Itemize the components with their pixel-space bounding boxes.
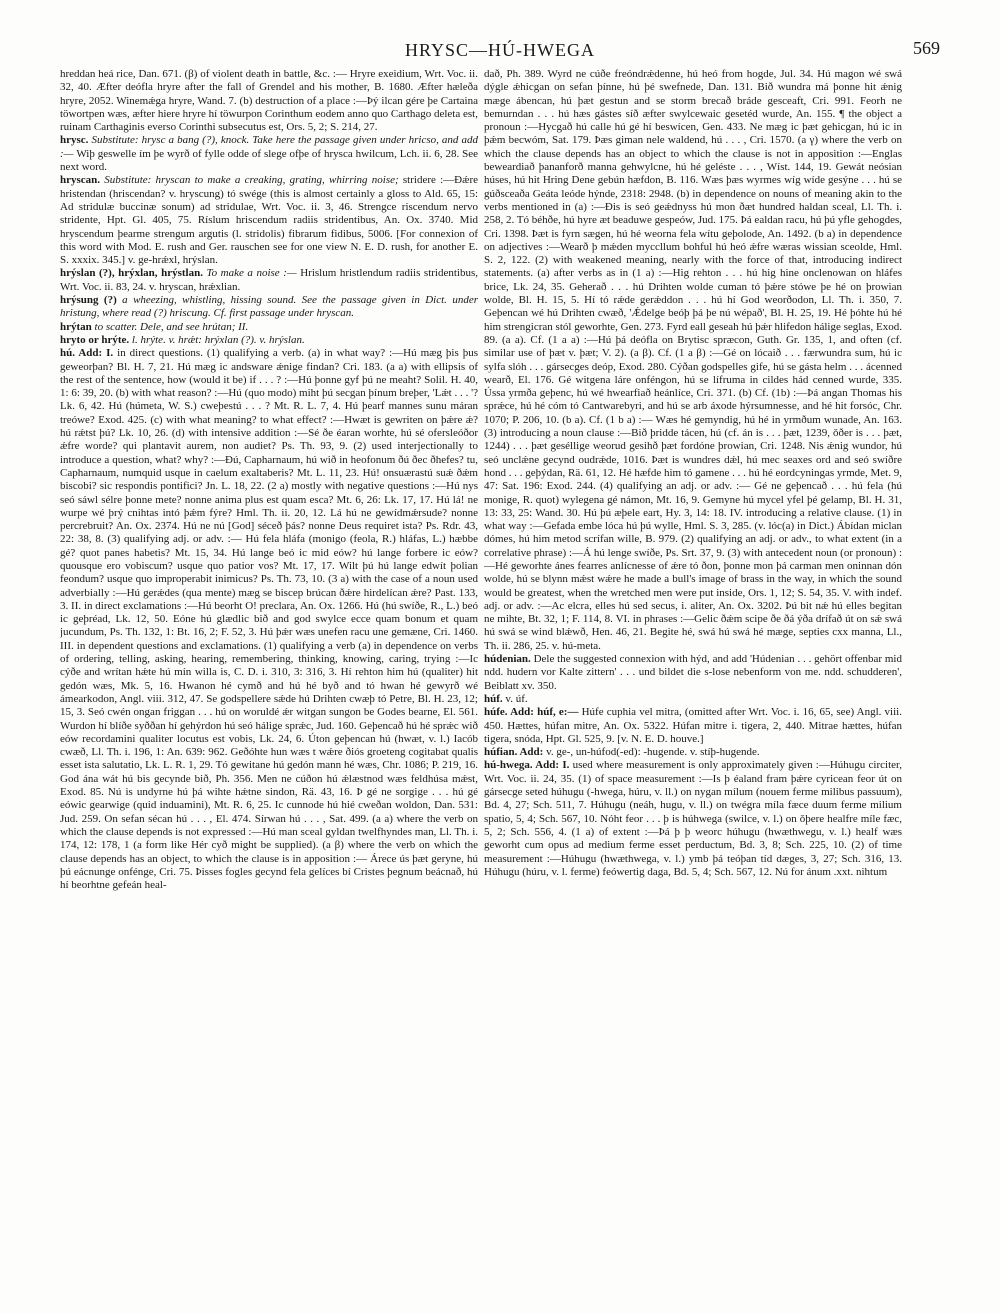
entry-body: in direct questions. (1) qualifying a verb. (a) in what way? :—Hú mæg þis þus geweorþan? Bl. H. 7, 21. Hú mæg ic andsware ǽnige findan? Cri. 183. (a a) with ellipsis of the rest of the sentence, how (would it be) if . . . ? :—Hú þonne gyf þú ne meaht? Solil. H. 40, 1: 6: 39, 20. (b) with what reason? :—Hú (quo modo) miht þú secgan þínum breþer, 'Lǽt . . . '? Lk. 6, 42. Hú (húmeta, W. S.) cweþestú . . . ? Mt. R. L. 7, 4. Hú þearf mannes sunu máran treówe? Exod. 425. (c) with what meaning? to what effect? :—Hwæt is gewriten on þǽre ǽ? hú rǽtst þú? Lk. 10, 26. (d) with intensive addition :—Sé ðe éaran worhte, hú sé ofersleóðor ǽfre worde? qui plantavit aurem, non audiet? Ps. Th. 93, 9. (2) used interjectionally to introduce a question, what? why? :—Ðú, Capharnaum, hú wið in heofonum ðú ðec ðhefes? tu, Capharnaum, numquid usque in caelum exaltaberis? Mt. L. 11, 23. Hú! onsuærastú suǽ ðǽm biscobi? sic respondis pontifici? Jn. L. 18, 22. (2 a) mostly with negative questions :—Hú nys seó sáwl sélre þonne mete? nonne anima plus est quam esca? Mt. 6, 26: Lk. 17, 17. Hú lá! ne wurpe wé þrý cnihtas intó þǽm fýre? Hml. Th. ii. 20, 12. Lá hú ne gewídmǽrsude? nonne percrebruit? An. Ox. 2374. Hú ne nú [God] séceð þás? nonne Deus requiret ista? Ps. Rdr. 43, 22: 38, 8. (3) qualifying adj. or adv. :— Hú fela hláfa (monigo (feola, R.) hláfas, L.) hæbbe gé? quot panes habetis? Mt. 15, 34. Hú lange beó ic mid eów? hú lange forbere ic eów? quousque ero vobiscum? usque quo patior vos? Mt. 17, 17. Wilt þú hú lange edwít þolian feondum? usque quo improperabit inimicus? Ps. Th. 73, 10. (3 a) with the case of a noun used adverbially :—Hú gerǽdes (qua mente) mæg se biscep brúcan ðǽre hirdelícan ǽre? Past. 133, 3. II. in direct exclamations :—Hú beorht O! preclara, An. Ox. 1266. Hú (hú swíðe, R., L.) beó ic geþréad, Lk. 12, 50. Eóne hú glædlic bið and god swylce ecce quam bonum et quam jucundum, Ps. Th. 132, 1: Bt. 16, 2; F. 52, 3. Hú þǽr wæs unefen racu une gemæne, Cri. 1460. III. in dependent questions and exclamations. (1) qualifying a verb (a) in dependence on verbs of ordering, telling, asking, hearing, remembering, thinking, knowing, caring, trying :—Ic cýðe and wrítan hǽte hú mín willa is, C. D. i. 310, 3: 316, 3. Hí rehton him hú (qualiter) hit gedón wæs, Mk. 5, 16. Hwanon hé cymð and hú hé byð and tó hwan hé gewyrð wé ámearkodon, Angl. viii. 312, 47. Se godspellere sǽde hú Drihten cwæþ tó Petre, Bl. H. 23, 12; 15, 3. Seó cwén ongan friggan . . . hú on woruldé ǽr witgan sungon be Godes bearne, El. 561. Wurdon hí blíðe syððan hí gehýrdon hú seó hálige sprǽc, Jud. 160. Geþencað hú hé sprǽc wið eów recordamini qualiter locutus est vobis, Lk. 24, 6. Úton geþencan hú (hwæt, v. l.) Iacób cwæð, Ll. Th. i. 196, 1: An. 639: 962. Geðóhte hun wæs t wǽre ðiós groeteng cogitabat qualis esset ista salutatio, Lk. L. R. 1, 29. Tó gewitane hú gedón mann hé wæs, Chr. 1086; P. 219, 16. God ána wát hú bis gecynde bið, Ph. 356. Men ne cúðon hú ǽlæstnod wæs feldhúsa mǽst, Exod. 85. Nú is undyrne hú þá wihte hǽtne sindon, Rä. 43, 16. Þ gé ne sorgige . . . hú gé eówic gearwige (quid induamini), Mt. R. 6, 25. Ic cunnode hú hié cweðan woldon, Dan. 531: Jud. 259. On sefan sécan hú . . . , El. 474. Sírwan hú . . . , Sat. 499. (a a) where the verb on which the clause depends is not expressed :—Hú man sceal gyldan twelfhyndes man, Ll. Th. i. 174, 12: 178, 1 (a form like Hér cyð might be supplied). (a β) where the verb on which the clause depends has an object, to which the clause is in apposition :— Árece ús þæt geryne, hú þú eácnunge onfénge, Cri. 75. Þisses fogles gecynd fela gelíces bí Cristes þegnum beácnað, hú hí beorhtne gefeán heal- (60, 347, 478, 892)
entry-tag: Add: (519, 746, 547, 759)
entry-definition: To make a noise :— (206, 267, 301, 280)
dictionary-entry (60, 334, 478, 347)
dictionary-entry (60, 294, 478, 321)
entry-headword: hryto or hrýte. (60, 333, 132, 346)
entry-body: stridere :—Ðǽre hristendan (hriscendan? v. hryscung) tó swége (this is almost certainly a gloss to Ald. 65, 15: Ad stridulæ buccinæ sonum) ad stridulae, Wrt. Voc. ii. 3, 46. Strengce riscendum nervo stridente, Hpt. Gl. 405, 75. Ríslum hriscendum radiis stridentibus, An. Ox. 3740. Mid hryscendum þearme strengum argutis (l. stridolis) fibrarum fidibus, 5006. [For connexion of this word with Mod. E. rush and Ger. rauschen see for one view N. E. D. rush, for another E. S. xxxix. 345.] v. ge-hrǽxl, hrýslan. (60, 174, 478, 267)
running-header-title: HRYSC—HÚ-HWEGA (404, 40, 595, 60)
entry-body: used where measurement is only approximately given :—Húhugu circiter, Wrt. Voc. ii. 24, 35. (1) of space measurement :—Is þ éaland fram þǽre cyricean feor út on gársecge seted húhugu (-hwega, húru, v. ll.) on nygan mílum (nouem ferme milibus passuum), Bd. 4, 27; Sch. 511, 7. Húhugu (neáh, hugu, v. ll.) on twégra míla fæce duum ferme milium spatio, 5, 4; Sch. 567, 10. Nóht feor . . . þ is húhwega (swilce, v. l.) on ǒþere healfre míle fæc, 5, 2; Sch. 556, 4. (1 a) of extent :—Þá þ þ weorc húhugu (hwæthwegu, v. l.) healf wæs geworht cum opus ad medium ferme esset perductum, Bd. 3, 8; Sch. 225, 10. (2) of time measurement :—Húhugu (hwæthwega, v. l.) ymb þá teóþan tíd dæges, 3, 27; Sch. 316, 13. Húhugu (húru, v. l. ferme) feówertig daga, Bd. 5, 4; Sch. 567, 12. Nú for ánum .xxt. nihtum (484, 759, 902, 878)
entry-headword: húf. (484, 692, 506, 705)
entry-headword: hrýsung (?) (60, 294, 123, 307)
entry-headword: hrysc. (60, 134, 92, 147)
left-column (60, 68, 478, 1288)
entry-headword: hú-hwega. (484, 759, 536, 772)
dictionary-entry (60, 174, 478, 267)
dictionary-entry (484, 746, 902, 759)
entry-body: v. úf. (505, 692, 528, 705)
entry-body: hreddan heá rice, Dan. 671. (β) of violent death in battle, &c. :— Hryre exeidium, Wrt. Voc. ii. 32, 40. Æfter deófla hryre after the fall of Grendel and his mother, B. 1680. Æfter hæleða hryre, 2052. Winemǽga hryre, Wand. 7. (b) destruction of a place :—Þý ilcan gére þe Cartaina töwortpen wæs, æfter hiere hryre hí töwurpon Corinthum eodem anno quo Carthago deleta est, ruinam Carthaginis everso Corinthi subsecutus est, Ors. 5, 2; S. 214, 27. (60, 68, 478, 134)
entry-definition: l. hrýte. v. hrǽt: hrýxlan (?). v. hrýslan. (131, 333, 305, 346)
dictionary-entry (60, 134, 478, 174)
entry-definition: to scatter. Dele, and see hrútan; II. (94, 320, 249, 333)
entry-definition: a wheezing, whistling, hissing sound. See the passage given in Dict. under hristung, where read (?) hriscung. Cf. first passage under hryscan. (60, 294, 478, 320)
entry-body: Hrislum hristlendum radiis stridentibus, Wrt. Voc. ii. 83, 24. v. hryscan, hrǽxlian. (60, 267, 478, 293)
dictionary-entry (484, 68, 902, 653)
dictionary-entry (60, 347, 478, 892)
entry-headword: húfian. (484, 746, 520, 759)
dictionary-entry (60, 321, 478, 334)
entry-headword: hú. (60, 347, 79, 360)
entry-definition: Substitute: hrysc a bang (?), knock. Take here the passage given under hricso, and add :— (60, 134, 478, 160)
entry-body: Dele the suggested connexion with hýd, and add 'Húdenian . . . gehört offenbar mid ndd. hudern vor Kalte zittern' . . . und bildet die s-lose nebenform von me. ndd. schudderen', Beiblatt xv. 350. (484, 653, 902, 692)
entry-tag: Add: I. (535, 759, 573, 772)
entry-headword: hrýslan (?), hrýxlan, hrýstlan. (60, 267, 207, 280)
dictionary-entry (60, 68, 478, 134)
entry-tag: Add: I. (78, 347, 118, 360)
dictionary-entry (484, 759, 902, 879)
right-column (484, 68, 902, 1288)
entry-headword: húfe. (484, 706, 511, 719)
page-number: 569 (913, 38, 940, 58)
entry-headword: hryscan. (60, 174, 105, 187)
entry-headword: húdenian. (484, 653, 534, 666)
entry-body: v. ge-, un-húfod(-ed): -hugende. v. stíþ-hugende. (546, 746, 760, 759)
dictionary-entry (60, 267, 478, 294)
entry-body: Wiþ geswelle ím þe wyrð of fylle odde of slege ofþe of hrysca hwilcum, Lch. ii. 6, 28. See next word. (60, 147, 478, 174)
entry-definition: Substitute: hryscan to make a creaking, grating, whirring noise; (104, 174, 403, 187)
entry-body: dað, Ph. 389. Wyrd ne cúðe freóndrǽdenne, hú heó from hogde, Jul. 34. Hú magon wé swá dýgle ǽhicgan on sefan þínne, hú þé swefnede, Dan. 131. Bið wundra má þonne hit ǽnig mæge ábencan, hú þæt gestun and se storm brecað bráde gesceaft, Cri. 991. Feorh ne bemurndan . . . hú hæs gástes síð æfter swylcewaic gesetéd wurde, An. 155. ¶ the object a pronoun :—Hycgað hú calle hú gé hí beswícen, Gen. 433. Ne mæg ic þæt gehicgan, hú ic in þǽm becwóm, Sat. 179. Þæs giman nele waldend, hú . . . , Cri. 1570. (a γ) where the verb on which the clause depends has an object to which the clause is not in apposition :—Englas beweardiað þananforð manna gehwylcne, hú hé geléste . . . , Wíst. 144, 19. Gewát neósian húses, hú hit Hring Dene gebún hæfdon, B. 116. Wæs þæs wyrmes wíg wíde gesýne . . . hú se gúðsceaða Geáta leóde hýnde, 2318: 2948. (b) in dependence on nouns of meaning akin to the verbs mentioned in (a) :—Ðis is seó geǽdnyss hú mon ðæt hundred haldan sceal, Ll. Th. i. 258, 2. Tó béhðe, hú hyre æt beaduwe gespeów, Jud. 175. Þá ealdan racu, hú þú yfle gehogdes, Cri. 1398. Þæt is fyrn sægen, hú hé weorna fela wítu geþolode, An. 1492. (b a) in dependence on adjectives :—Wearð þ mǽden myccllum bohful hú heó ǽfre wæras wissian sceolde, Hml. S. 2, 122. (2) with weakened meaning, nearly with the force of that, introducing indirect statements. (a) after verbs as in (1 a) :—Hig rehton . . . hú hig hine onclenowan on hláfes brice, Lk. 24, 35. Geherað . . . hú Drihten wolde cuman tó þǽre stówe þe hé on þrowian wolde, Bl. H. 15, 5. Hí tó rǽde gerǽddon . . . hú hí God weorðodon, Ll. Th. i. 350, 7. Geþencan wé hú Drihten cwæð, 'Ǽdelge beóþ þá þe nú wépað', Bl. H. 25, 19. Hé þóhte hú hé him strengicran stól geworhte, Gen. 273. Fyrd eall geseah hú þǽr hlifedon hálige seglas, Exod. 89. (a a). Cf. (1 a a) :—Hú þá deófla on Brytisc spræcon, Guth. Gr. 135, 1, and often (cf. similar use of þæt v. þæt; V. 2). (a β). Cf. (1 a β) :—Gé on lócaið . . . færwundra sum, hú ic sylfa slóh . . . gársecges deóp, Exod. 280. Cýðan godspelles gife, hú se gásta helm . . . ácenned wearð, El. 176. Gé witgena láre onféngon, hú se lífruma in cildes hád cenned wurde, 335. Ússa yrmða geþenc, hú wé hwearfiað heánlíce, Cri. 371. (b) Cf. (1b) :—Þá angan Thomas his sprǽce, hú hé cóm tó Cantwarebyri, and hú se arb áxode hýrsumnesse, and hé hit forsóc, Chr. 1070; P. 206, 10. (b a). Cf. (1 b a) :— Wæs hé gemyndig, hú hé in yrmðum wunade, An. 163. (3) introducing a noun clause :—Bið þridde tácen, hú (cf. án is . . . þæt, 1239, ǒðer is . . . þæt, 1244) . . . þæt geséllige weorud gesihð þæt fordóne þrowian, Cri. 1248. Nis ǽnig wundor, hú seó unclǽne gecynd oudrǽde, 1016. Þæt is wundres dǽl, hú mec seaxes ord and seó swíðre hond . . . geþýdan, Rä. 61, 12. Hé hæfde him tó gamene . . . hú hé eordcyningas yrmde, Met. 9, 47: Sat. 196: Exod. 244. (4) qualifying an adj. or adv. :— Gé ne geþencað . . . hú fela (hú monige, R. quot) wylegena gé námon, Mt. 16, 9. Gemyne hú mycel yfel þé gelamp, Bl. H. 31, 13: 33, 25: Wand. 30. Hú þú æþele eart, Hy. 3, 14: 18. IV. introducing a relative clause. (1) in what way :—Gefada embe lóca hú þú wylle, Hml. S. 3, 285. (v. lóc(a) in Dict.) Ábídan miclan dómes, hú him metod scrífan wille, B. 979. (2) qualifying an adj. or adv., to what extent (in a correlative phrase) :—Á hú lenge swíðe, Ps. Srt. 37, 9. (3) with antecedent noun (or pronoun) :—Hé geworhte ánes fearres anlícnesse of ǽre tó ðon, þonne mon þá carman men oninnan dón wolde, hú se blynn mǽst wǽre he made a bull's image of brass in the way, in which the sound would be greatest, when the wretched men were put inside, Ors. 1, 12; S. 54, 35. V. with indef. adj. or adv. :—Ac elcra, elles hú sed secus, i. aliter, An. Ox. 3202. Þú bit nǽ hú elles begitan ne mihte, Bt. 32, 1; F. 114, 8. VI. in phrases :—Gelic ðǽm scipe ðe ðá ýða drífað út on sǽ swá hú swá se wind blǽwð, Hen. 46, 21. Begite hé, swá hú swá hé mæge, septies cxx manna, Ll., Th. ii. 286, 25. v. hú-meta. (484, 68, 902, 652)
dictionary-entry (484, 706, 902, 746)
entry-body: Húfe cuphia vel mitra, (omitted after Wrt. Voc. i. 16, 65, see) Angl. viii. 450. Hættes, húfan mitre, An. Ox. 5322. Húfan mitre i. tigera, 2, 440. Mitrae hættes, húfan tigera, snóda, Hpt. Gl. 525, 9. [v. N. E. D. houve.] (484, 706, 902, 745)
entry-tag: Add: húf, e:— (510, 706, 582, 719)
dictionary-entry (484, 693, 902, 706)
entry-headword: hrýtan (60, 320, 95, 333)
dictionary-entry (484, 653, 902, 693)
